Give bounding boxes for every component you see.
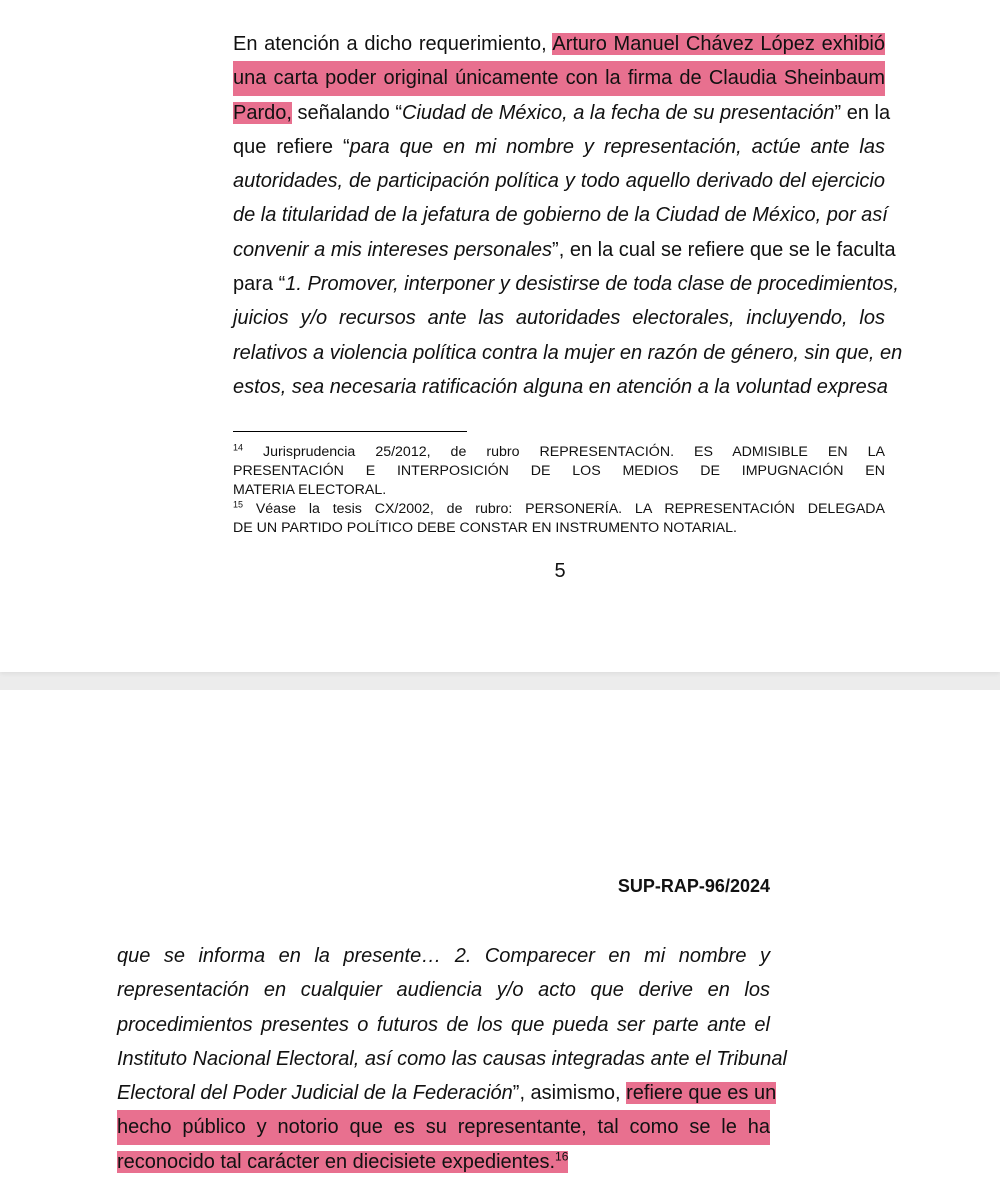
- italic-quote: estos, sea necesaria ratificación alguna en atención a la voluntad expresa: [233, 375, 888, 398]
- document-id-header: SUP-RAP-96/2024: [617, 876, 770, 896]
- footnote-text: Jurisprudencia 25/2012, de rubro REPRESENTACIÓN. ES ADMISIBLE EN LA: [243, 444, 885, 460]
- footnote-14-line: MATERIA ELECTORAL.: [233, 482, 387, 498]
- text-run: que refiere “: [233, 135, 350, 158]
- italic-quote: para que en mi nombre y representación, actúe ante las: [349, 135, 885, 158]
- italic-quote: procedimientos presentes o futuros de los que pueda ser parte ante el: [117, 1013, 770, 1036]
- highlighted-text: refiere que es un: [626, 1082, 777, 1105]
- highlighted-text: Pardo,: [233, 101, 292, 124]
- highlighted-text-line: hecho público y notorio que es su representante, tal como se le ha: [117, 1110, 770, 1144]
- footnote-14-line: [233, 443, 885, 462]
- highlighted-text: [117, 1151, 568, 1173]
- text-line: [233, 301, 885, 335]
- text-line: [233, 96, 891, 130]
- text-line: [233, 336, 903, 370]
- highlighted-text: Arturo Manuel Chávez López exhibió: [552, 33, 886, 55]
- italic-quote: representación en cualquier audiencia y/o acto que derive en los: [117, 979, 770, 1002]
- text-line: [117, 1008, 770, 1042]
- footnote-15-line: DE UN PARTIDO POLÍTICO DEBE CONSTAR EN INSTRUMENTO NOTARIAL.: [233, 520, 737, 536]
- highlighted-text-run: reconocido tal carácter en diecisiete expedientes.: [117, 1150, 556, 1173]
- text-line: [233, 233, 896, 267]
- footnote-14-line: PRESENTACIÓN E INTERPOSICIÓN DE LOS MEDIOS DE IMPUGNACIÓN EN: [233, 463, 885, 479]
- text-line: [233, 130, 885, 164]
- italic-quote: de la titularidad de la jefatura de gobierno de la Ciudad de México, por así: [233, 204, 888, 227]
- text-run: para “: [233, 273, 286, 296]
- text-line: [117, 1076, 777, 1110]
- text-run: En atención a dicho requerimiento,: [233, 33, 553, 55]
- italic-quote: Electoral del Poder Judicial de la Federación: [117, 1082, 513, 1105]
- footnote-reference[interactable]: 16: [555, 1149, 569, 1164]
- text-line: [117, 973, 770, 1007]
- text-line: [117, 1042, 787, 1076]
- text-line: [117, 1145, 770, 1179]
- body-paragraph: [117, 939, 787, 1179]
- italic-quote: 1. Promover, interponer y desistirse de toda clase de procedimientos,: [285, 273, 899, 296]
- footnote-15-line: [233, 500, 885, 519]
- text-run: ”, en la cual se refiere que se le faculta: [552, 238, 896, 261]
- text-run: ”, asimismo,: [512, 1082, 627, 1105]
- italic-quote: que se informa en la presente… 2. Comparecer en mi nombre y: [117, 945, 770, 967]
- page-number: 5: [554, 560, 566, 582]
- italic-quote: convenir a mis intereses personales: [233, 238, 553, 261]
- text-line: [233, 370, 888, 404]
- italic-quote: juicios y/o recursos ante las autoridades electorales, incluyendo, los: [233, 307, 885, 330]
- text-line: [233, 198, 888, 232]
- text-line: [233, 267, 899, 301]
- footnote-number: 15: [233, 499, 244, 510]
- text-line: [233, 27, 885, 61]
- body-paragraph: [233, 27, 903, 404]
- footnote-number: 14: [233, 442, 244, 453]
- italic-quote: autoridades, de participación política y todo aquello derivado del ejercicio: [233, 170, 885, 193]
- text-run: señalando “: [291, 101, 403, 124]
- italic-quote: relativos a violencia política contra la mujer en razón de género, sin que, en: [233, 341, 903, 364]
- text-run: ” en la: [834, 101, 891, 124]
- text-line: [117, 939, 770, 973]
- text-line: [233, 164, 885, 198]
- italic-quote: Instituto Nacional Electoral, así como las causas integradas ante el Tribunal: [117, 1047, 787, 1070]
- footnote-divider: [233, 431, 467, 432]
- highlighted-text-line: una carta poder original únicamente con la firma de Claudia Sheinbaum: [233, 61, 885, 95]
- italic-quote: Ciudad de México, a la fecha de su presentación: [402, 101, 835, 124]
- footnotes: [233, 443, 885, 538]
- footnote-text: Véase la tesis CX/2002, de rubro: PERSONERÍA. LA REPRESENTACIÓN DELEGADA: [243, 501, 885, 517]
